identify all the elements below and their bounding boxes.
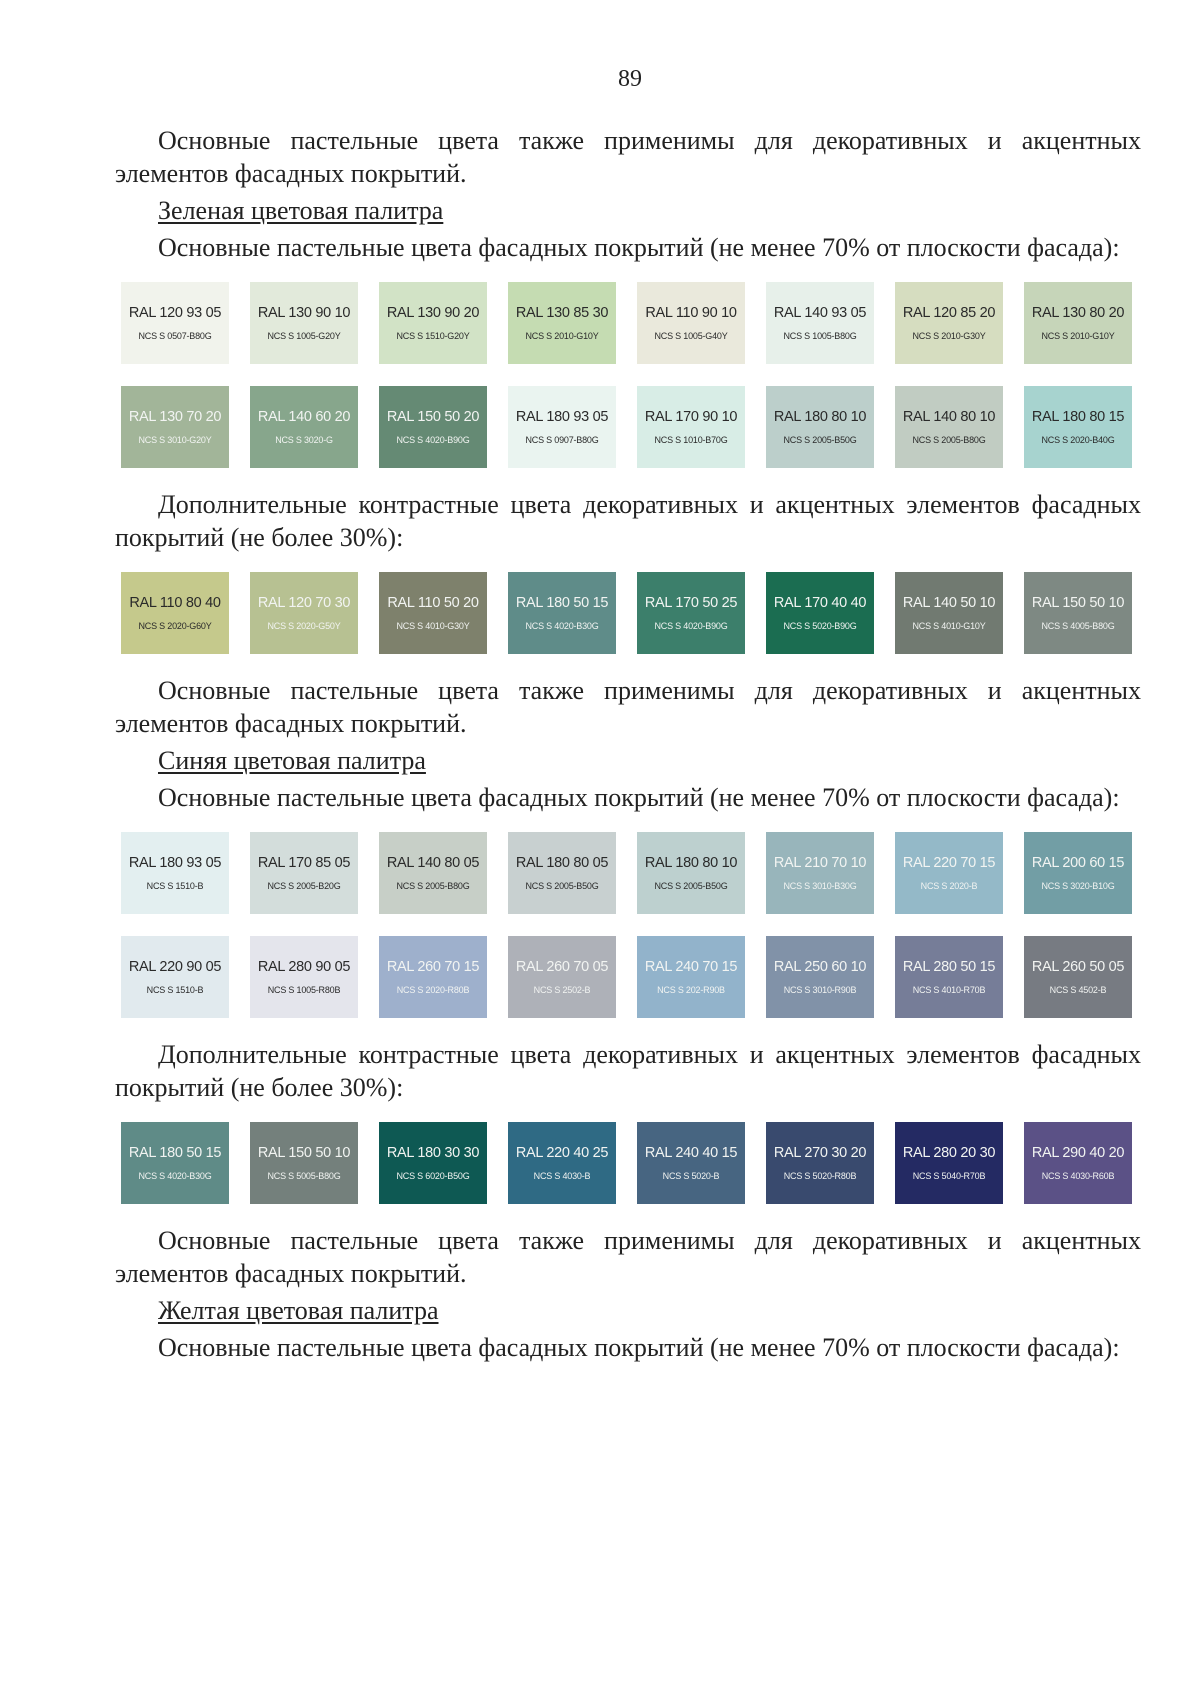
ncs-code: NCS S 4010-R70B [912,985,986,995]
color-swatch [250,1122,358,1204]
ral-code: RAL 140 50 10 [902,595,996,611]
ncs-code: NCS S 3020-B10G [1041,881,1115,891]
ral-code: RAL 110 50 20 [387,595,479,611]
ncs-code: NCS S 3010-B30G [783,881,857,891]
ncs-code: NCS S 4010-G30Y [396,621,470,631]
ral-code: RAL 140 80 10 [902,409,996,425]
green-main-palette [121,282,1141,468]
ral-code: RAL 210 70 10 [773,855,867,871]
ral-code: RAL 120 70 30 [257,595,351,611]
ncs-code: NCS S 202-R90B [657,985,725,995]
color-swatch [1024,572,1132,654]
color-swatch [1024,282,1132,364]
ral-code: RAL 150 50 20 [386,409,480,425]
color-swatch [379,936,487,1018]
ncs-code: NCS S 4010-G10Y [912,621,986,631]
ral-code: RAL 150 50 10 [257,1145,351,1161]
color-swatch [1024,1122,1132,1204]
color-swatch [1024,386,1132,468]
blue-main-palette [121,832,1141,1018]
green-outro-paragraph: Основные пастельные цвета также применимы для декоративных и акцентных элементов фасадных покрытий. [115,676,1141,738]
color-swatch [895,572,1003,654]
ral-code: RAL 110 80 40 [129,595,221,611]
color-swatch [637,282,745,364]
ncs-code: NCS S 0907-B80G [525,435,599,445]
ral-code: RAL 220 90 05 [128,959,222,975]
ncs-code: NCS S 4020-B90G [396,435,470,445]
ral-code: RAL 170 90 10 [644,409,738,425]
ral-code: RAL 170 85 05 [257,855,351,871]
ncs-code: NCS S 1010-B70G [654,435,728,445]
green-accent-palette [121,572,1141,654]
ral-code: RAL 280 90 05 [257,959,351,975]
color-swatch [637,832,745,914]
ncs-code: NCS S 5005-B80G [267,1171,341,1181]
yellow-palette-heading: Желтая цветовая палитра [158,1296,439,1325]
color-swatch [637,936,745,1018]
ncs-code: NCS S 4502-B [1049,985,1107,995]
ncs-code: NCS S 4020-B30G [525,621,599,631]
ncs-code: NCS S 2010-G10Y [525,331,599,341]
ral-code: RAL 240 70 15 [644,959,738,975]
color-swatch [1024,936,1132,1018]
color-swatch [379,1122,487,1204]
color-swatch [895,936,1003,1018]
ncs-code: NCS S 1510-G20Y [396,331,470,341]
green-accent-description: Дополнительные контрастные цвета декоративных и акцентных элементов фасадных покрытий (не более 30%): [115,490,1141,552]
ral-code: RAL 180 93 05 [128,855,222,871]
ncs-code: NCS S 2502-B [533,985,591,995]
color-swatch [121,572,229,654]
color-swatch [637,386,745,468]
color-swatch [508,386,616,468]
ral-code: RAL 130 85 30 [515,305,609,321]
color-swatch [121,832,229,914]
yellow-main-description: Основные пастельные цвета фасадных покрытий (не менее 70% от плоскости фасада): [158,1333,1120,1362]
ral-code: RAL 130 90 10 [257,305,351,321]
ncs-code: NCS S 2005-B50G [525,881,599,891]
ncs-code: NCS S 2020-G60Y [138,621,212,631]
ncs-code: NCS S 1005-B80G [783,331,857,341]
color-swatch [766,832,874,914]
color-swatch [508,572,616,654]
ncs-code: NCS S 2005-B50G [654,881,728,891]
ncs-code: NCS S 3010-R90B [783,985,857,995]
ncs-code: NCS S 5040-R70B [912,1171,986,1181]
ncs-code: NCS S 1510-B [146,881,204,891]
ral-code: RAL 130 90 20 [386,305,480,321]
ral-code: RAL 220 70 15 [902,855,996,871]
ral-code: RAL 260 70 05 [515,959,609,975]
color-swatch [766,936,874,1018]
ral-code: RAL 240 40 15 [644,1145,738,1161]
color-swatch [637,1122,745,1204]
ral-code: RAL 260 50 05 [1031,959,1125,975]
ral-code: RAL 280 20 30 [902,1145,996,1161]
ral-code: RAL 180 80 15 [1031,409,1125,425]
ncs-code: NCS S 4030-B [533,1171,591,1181]
color-swatch [121,386,229,468]
ral-code: RAL 280 50 15 [902,959,996,975]
ral-code: RAL 180 80 10 [644,855,738,871]
ncs-code: NCS S 3020-G [275,435,333,445]
color-swatch [250,572,358,654]
ncs-code: NCS S 2005-B20G [267,881,341,891]
ral-code: RAL 180 50 15 [128,1145,222,1161]
color-swatch [766,282,874,364]
color-swatch [508,282,616,364]
ncs-code: NCS S 1005-G20Y [267,331,341,341]
ncs-code: NCS S 6020-B50G [396,1171,470,1181]
green-palette-heading: Зеленая цветовая палитра [158,196,444,225]
ncs-code: NCS S 4020-B90G [654,621,728,631]
green-main-description: Основные пастельные цвета фасадных покрытий (не менее 70% от плоскости фасада): [158,233,1120,262]
color-swatch [1024,832,1132,914]
ncs-code: NCS S 1005-R80B [267,985,341,995]
ncs-code: NCS S 5020-R80B [783,1171,857,1181]
blue-main-description: Основные пастельные цвета фасадных покрытий (не менее 70% от плоскости фасада): [158,783,1120,812]
ncs-code: NCS S 2020-R80B [396,985,470,995]
color-swatch [379,832,487,914]
ncs-code: NCS S 0507-B80G [138,331,212,341]
color-swatch [508,1122,616,1204]
color-swatch [766,572,874,654]
ral-code: RAL 120 85 20 [902,305,996,321]
ral-code: RAL 180 93 05 [515,409,609,425]
ral-code: RAL 220 40 25 [515,1145,609,1161]
ral-code: RAL 120 93 05 [128,305,222,321]
ral-code: RAL 180 80 05 [515,855,609,871]
color-swatch [895,282,1003,364]
ral-code: RAL 290 40 20 [1031,1145,1125,1161]
color-swatch [250,832,358,914]
ral-code: RAL 130 70 20 [128,409,222,425]
ral-code: RAL 150 50 10 [1031,595,1125,611]
page-number: 89 [618,66,642,92]
ral-code: RAL 250 60 10 [773,959,867,975]
blue-accent-palette [121,1122,1141,1204]
ncs-code: NCS S 1005-G40Y [654,331,728,341]
ncs-code: NCS S 2005-B80G [396,881,470,891]
ral-code: RAL 110 90 10 [645,305,737,321]
ral-code: RAL 180 50 15 [515,595,609,611]
color-swatch [379,386,487,468]
color-swatch [508,936,616,1018]
ncs-code: NCS S 2005-B50G [783,435,857,445]
ncs-code: NCS S 2010-G30Y [912,331,986,341]
ral-code: RAL 140 93 05 [773,305,867,321]
ral-code: RAL 140 80 05 [386,855,480,871]
ncs-code: NCS S 2020-G50Y [267,621,341,631]
ral-code: RAL 170 50 25 [644,595,738,611]
ncs-code: NCS S 4020-B30G [138,1171,212,1181]
ncs-code: NCS S 4005-B80G [1041,621,1115,631]
ncs-code: NCS S 2020-B [920,881,978,891]
color-swatch [121,936,229,1018]
ral-code: RAL 180 30 30 [386,1145,480,1161]
color-swatch [637,572,745,654]
ral-code: RAL 140 60 20 [257,409,351,425]
color-swatch [379,282,487,364]
color-swatch [250,282,358,364]
ncs-code: NCS S 4030-R60B [1041,1171,1115,1181]
ral-code: RAL 200 60 15 [1031,855,1125,871]
intro-paragraph: Основные пастельные цвета также применимы для декоративных и акцентных элементов фасадных покрытий. [115,126,1141,188]
ral-code: RAL 170 40 40 [773,595,867,611]
blue-palette-heading: Синяя цветовая палитра [158,746,426,775]
page-content [115,124,1141,1364]
ral-code: RAL 130 80 20 [1031,305,1125,321]
ncs-code: NCS S 1510-B [146,985,204,995]
ral-code: RAL 270 30 20 [773,1145,867,1161]
blue-outro-paragraph: Основные пастельные цвета также применимы для декоративных и акцентных элементов фасадных покрытий. [115,1226,1141,1288]
color-swatch [766,1122,874,1204]
ncs-code: NCS S 3010-G20Y [138,435,212,445]
blue-accent-description: Дополнительные контрастные цвета декоративных и акцентных элементов фасадных покрытий (не более 30%): [115,1040,1141,1102]
ncs-code: NCS S 5020-B90G [783,621,857,631]
color-swatch [766,386,874,468]
color-swatch [121,1122,229,1204]
color-swatch [895,832,1003,914]
color-swatch [895,1122,1003,1204]
color-swatch [895,386,1003,468]
color-swatch [379,572,487,654]
color-swatch [121,282,229,364]
ral-code: RAL 180 80 10 [773,409,867,425]
ncs-code: NCS S 5020-B [662,1171,720,1181]
ncs-code: NCS S 2020-B40G [1041,435,1115,445]
ral-code: RAL 260 70 15 [386,959,480,975]
ncs-code: NCS S 2010-G10Y [1041,331,1115,341]
color-swatch [508,832,616,914]
ncs-code: NCS S 2005-B80G [912,435,986,445]
color-swatch [250,936,358,1018]
color-swatch [250,386,358,468]
